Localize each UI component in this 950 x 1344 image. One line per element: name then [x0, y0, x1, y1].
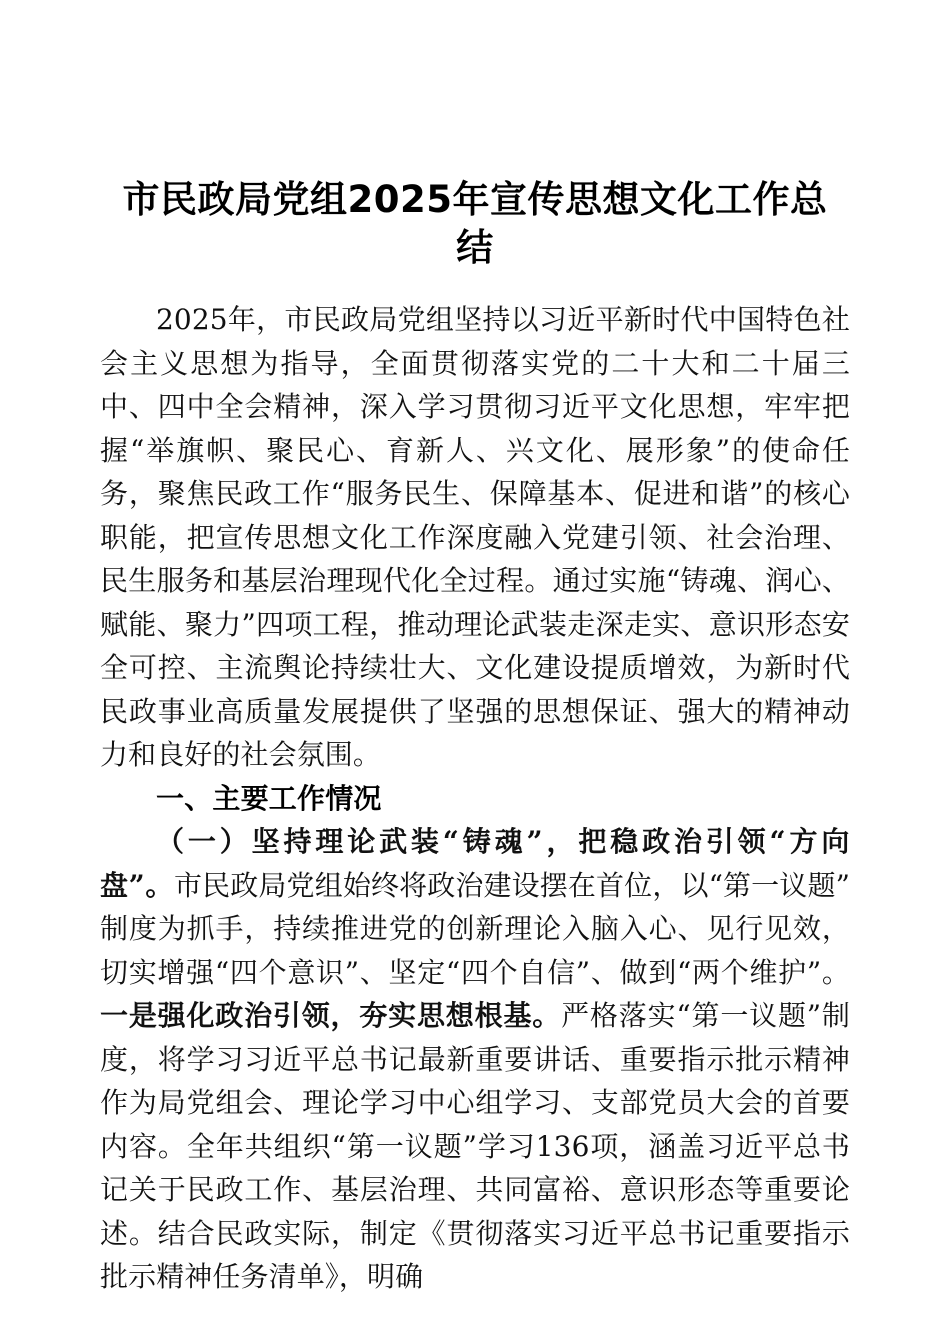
subsection-1-1-body-2: 严格落实“第一议题”制度，将学习习近平总书记最新重要讲话、重要指示批示精神作为局党组会、理论学习中心组学习、支部党员大会的首要内容。全年共组织“第一议题”学习136项，涵盖习近平总书记关于民政工作、基层治理、共同富裕、意识形态等重要论述。结合民政实际，制定《贯彻落实习近平总书记重要指示批示精神任务清单》，明确 [100, 999, 850, 1293]
subsection-1-1-bold-run-1: 一是强化政治引领，夯实思想根基。 [100, 999, 562, 1032]
page-title: 市民政局党组2025年宣传思想文化工作总结 [122, 178, 828, 269]
subsection-1-1-paragraph [100, 820, 850, 1299]
intro-paragraph: 2025年，市民政局党组坚持以习近平新时代中国特色社会主义思想为指导，全面贯彻落实党的二十大和二十届三中、四中全会精神，深入学习贯彻习近平文化思想，牢牢把握“举旗帜、聚民心、育新人、兴文化、展形象”的使命任务，聚焦民政工作“服务民生、保障基本、促进和谐”的核心职能，把宣传思想文化工作深度融入党建引领、社会治理、民生服务和基层治理现代化全过程。通过实施“铸魂、润心、赋能、聚力”四项工程，推动理论武装走深走实、意识形态安全可控、主流舆论持续壮大、文化建设提质增效，为新时代民政事业高质量发展提供了坚强的思想保证、强大的精神动力和良好的社会氛围。 [100, 303, 850, 771]
subsection-1-1-body-1: 市民政局党组始终将政治建设摆在首位，以“第一议题”制度为抓手，持续推进党的创新理论入脑入心、见行见效，切实增强“四个意识”、坚定“四个自信”、做到“两个维护”。 [100, 868, 850, 989]
subsection-1-1-lead: （一）坚持理论武装“铸魂”，把稳政治引领“方向盘”。 [100, 825, 850, 902]
document-content [100, 176, 850, 1299]
section-heading-1: 一、主要工作情况 [156, 781, 382, 815]
